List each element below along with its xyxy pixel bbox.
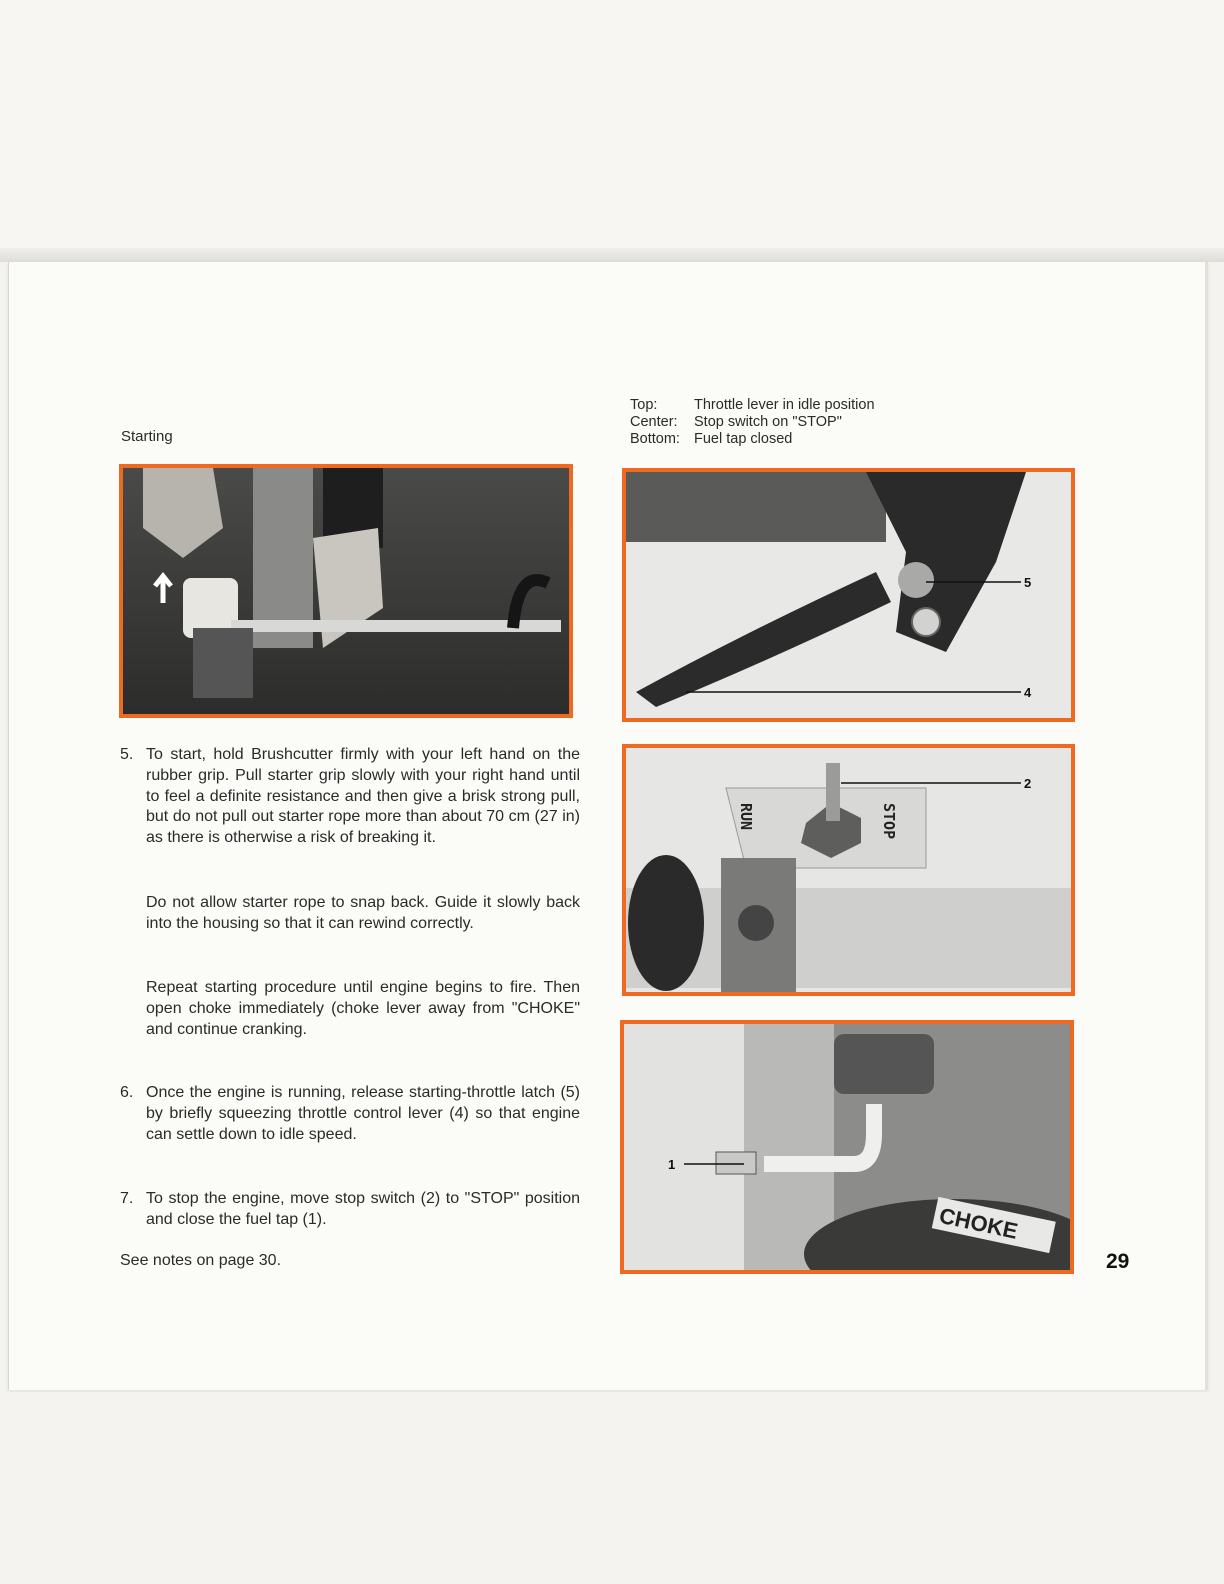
step-number: 6.: [120, 1084, 134, 1101]
note-repeat-starting: Repeat starting procedure until engine begins to fire. Then open choke immediately (choke lever away from "CHOKE" and continue cranking.: [146, 979, 580, 1038]
caption-text: Throttle lever in idle position: [694, 397, 875, 413]
section-heading: Starting: [121, 428, 173, 445]
caption-row: [630, 414, 875, 431]
throttle-lever-image: [626, 472, 1071, 718]
caption-label: Bottom:: [630, 431, 680, 447]
step-6: [120, 1083, 580, 1145]
starting-photo-image: [123, 468, 569, 714]
step-5: [120, 745, 580, 849]
choke-label: CHOKE: [937, 1202, 1020, 1244]
background-sheet: [0, 0, 1224, 262]
callout-latch-label: 5: [1024, 575, 1032, 590]
throttle-lever-photo: [622, 468, 1075, 722]
photo-captions: [630, 397, 875, 448]
fuel-tap-photo: [620, 1020, 1074, 1274]
see-notes: See notes on page 30.: [120, 1252, 282, 1269]
callout-switch-label: 2: [1024, 776, 1032, 791]
step-number: 5.: [120, 746, 134, 763]
step-text: To stop the engine, move stop switch (2) to "STOP" position and close the fuel tap (1).: [146, 1190, 580, 1228]
step-7: [120, 1189, 580, 1231]
step-text: To start, hold Brushcutter firmly with your left hand on the rubber grip. Pull starter grip slowly with your right hand until to feel a definite resistance and then give a brisk strong pull, but do not pull out starter rope more than about 70 cm (27 in) as there is otherwise a risk of breaking it.: [146, 746, 580, 847]
caption-row: [630, 397, 875, 414]
background-sheet-bottom: [0, 1392, 1224, 1584]
caption-row: [630, 431, 875, 448]
caption-text: Stop switch on "STOP": [694, 414, 842, 430]
stop-switch-photo: [622, 744, 1075, 996]
stop-label: STOP: [880, 803, 898, 840]
page-number: 29: [1106, 1250, 1130, 1273]
step-number: 7.: [120, 1190, 134, 1207]
starting-photo: [119, 464, 573, 718]
caption-label: Top:: [630, 397, 658, 413]
page-edge-shadow: [0, 248, 1224, 262]
callout-tap-label: 1: [668, 1157, 676, 1172]
stop-switch-image: [626, 748, 1071, 992]
caption-text: Fuel tap closed: [694, 431, 793, 447]
step-text: Once the engine is running, release starting-throttle latch (5) by briefly squeezing throttle control lever (4) so that engine can settle down to idle speed.: [146, 1084, 580, 1143]
fuel-tap-image: [624, 1024, 1070, 1270]
run-label: RUN: [737, 803, 755, 831]
caption-label: Center:: [630, 414, 678, 430]
callout-lever-label: 4: [1024, 685, 1032, 700]
note-snap-back: Do not allow starter rope to snap back. Guide it slowly back into the housing so that it can rewind correctly.: [146, 894, 580, 932]
